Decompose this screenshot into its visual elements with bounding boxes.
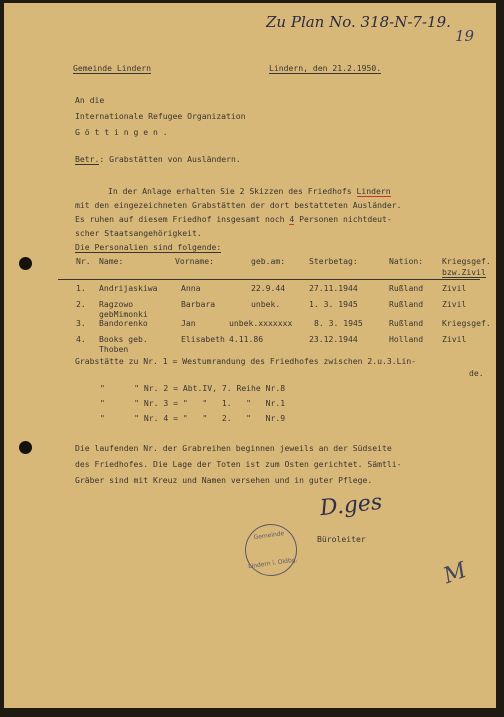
row-4-geb: 4.11.86: [229, 334, 264, 344]
row-1-geb: 22.9.44: [251, 283, 286, 293]
row-1-nr: 1.: [76, 283, 86, 293]
body-line-1-text: In der Anlage erhalten Sie 2 Skizzen des Friedhofs: [108, 186, 357, 196]
grave-line-1-continuation: de.: [469, 368, 484, 378]
closing-line-3: Gräber sind mit Kreuz und Namen versehen und in guter Pflege.: [75, 475, 373, 485]
row-2-sterbetag: 1. 3. 1945: [309, 299, 358, 309]
place-date: Lindern, den 21.2.1950.: [269, 63, 382, 73]
row-2-vorname: Barbara: [181, 299, 216, 309]
stamp-bottom-text: Lindern i. Oldbg.: [247, 556, 298, 571]
row-1-sterbetag: 27.11.1944: [309, 283, 358, 293]
subject-label: Betr.: [75, 154, 100, 164]
row-4-name-line-2: Thoben: [99, 344, 129, 354]
header-sterbetag: Sterbetag:: [309, 256, 358, 266]
row-3-name: Bandorenko: [99, 318, 148, 328]
row-3-status: Kriegsgef.: [442, 318, 491, 328]
closing-line-2: des Friedhofes. Die Lage der Toten ist zum Osten gerichtet. Sämtli-: [75, 459, 402, 469]
handwritten-signature: D.ges: [318, 489, 384, 522]
row-2-name: Ragzowo: [99, 299, 134, 309]
header-geb: geb.am:: [251, 256, 286, 266]
header-kriegsgef: Kriegsgef.: [442, 256, 491, 266]
grave-line-4: " " Nr. 4 = " " 2. " Nr.9: [100, 413, 286, 423]
sender-name: Gemeinde Lindern: [73, 63, 151, 73]
handwritten-initials: M: [440, 557, 470, 590]
recipient-line-1: An die: [75, 95, 105, 105]
stamp-top-text: Gemeinde: [253, 530, 285, 542]
row-1-nation: Rußland: [389, 283, 424, 293]
row-4-name: Books geb.: [99, 334, 148, 344]
row-3-vorname: Jan: [181, 318, 196, 328]
table-header-rule: [58, 279, 480, 280]
row-1-name: Andrijaskiwa: [99, 283, 158, 293]
signature-role: Büroleiter: [317, 534, 366, 544]
recipient-line-3: G ö t t i n g e n .: [75, 127, 168, 137]
municipal-stamp: [242, 521, 301, 580]
row-4-vorname: Elisabeth: [181, 334, 225, 344]
row-4-nation: Holland: [389, 334, 424, 344]
personalien-heading: Die Personalien sind folgende:: [75, 242, 222, 252]
header-nation: Nation:: [389, 256, 424, 266]
row-1-vorname: Anna: [181, 283, 201, 293]
row-3-nation: Rußland: [389, 318, 424, 328]
row-2-geb: unbek.: [251, 299, 281, 309]
count-underlined: 4: [289, 214, 295, 224]
row-4-status: Zivil: [442, 334, 467, 344]
row-4-nr: 4.: [76, 334, 86, 344]
row-2-status: Zivil: [442, 299, 467, 309]
page-number: 19: [455, 27, 475, 45]
body-line-3-text: Es ruhen auf diesem Friedhof insgesamt noch: [75, 214, 290, 224]
place-name-underlined: Lindern: [356, 186, 391, 196]
header-name: Name:: [99, 256, 124, 266]
row-1-status: Zivil: [442, 283, 467, 293]
header-zivil: bzw.Zivil: [442, 267, 486, 277]
row-3-geb: unbek.xxxxxxx: [229, 318, 293, 328]
closing-line-1: Die laufenden Nr. der Grabreihen beginnen jeweils an der Südseite: [75, 443, 392, 453]
row-2-nr: 2.: [76, 299, 86, 309]
header-vorname: Vorname:: [175, 256, 214, 266]
punch-hole-top: [19, 257, 32, 270]
row-4-sterbetag: 23.12.1944: [309, 334, 358, 344]
punch-hole-bottom: [19, 441, 32, 454]
grave-line-3: " " Nr. 3 = " " 1. " Nr.1: [100, 398, 286, 408]
body-line-3: [75, 214, 392, 224]
row-3-nr: 3.: [76, 318, 86, 328]
subject-line: [75, 154, 241, 164]
body-line-1: [108, 186, 391, 196]
row-2-name-line-2: gebMimonki: [99, 309, 148, 319]
grave-line-1: Grabstätte zu Nr. 1 = Westumrandung des Friedhofes zwischen 2.u.3.Lin-: [75, 356, 417, 366]
grave-line-2: " " Nr. 2 = Abt.IV, 7. Reihe Nr.8: [100, 383, 286, 393]
header-nr: Nr.: [76, 256, 91, 266]
row-2-nation: Rußland: [389, 299, 424, 309]
row-3-sterbetag: 8. 3. 1945: [314, 318, 363, 328]
body-line-3-end: Personen nichtdeut-: [294, 214, 392, 224]
body-line-2: mit den eingezeichneten Grabstätten der dort bestatteten Ausländer.: [75, 200, 402, 210]
recipient-line-2: Internationale Refugee Organization: [75, 111, 246, 121]
document-page: [4, 3, 496, 708]
subject-text: : Grabstätten von Ausländern.: [99, 154, 241, 164]
file-reference: Zu Plan No. 318-N-7-19.: [266, 13, 451, 31]
body-line-4: scher Staatsangehörigkeit.: [75, 228, 202, 238]
